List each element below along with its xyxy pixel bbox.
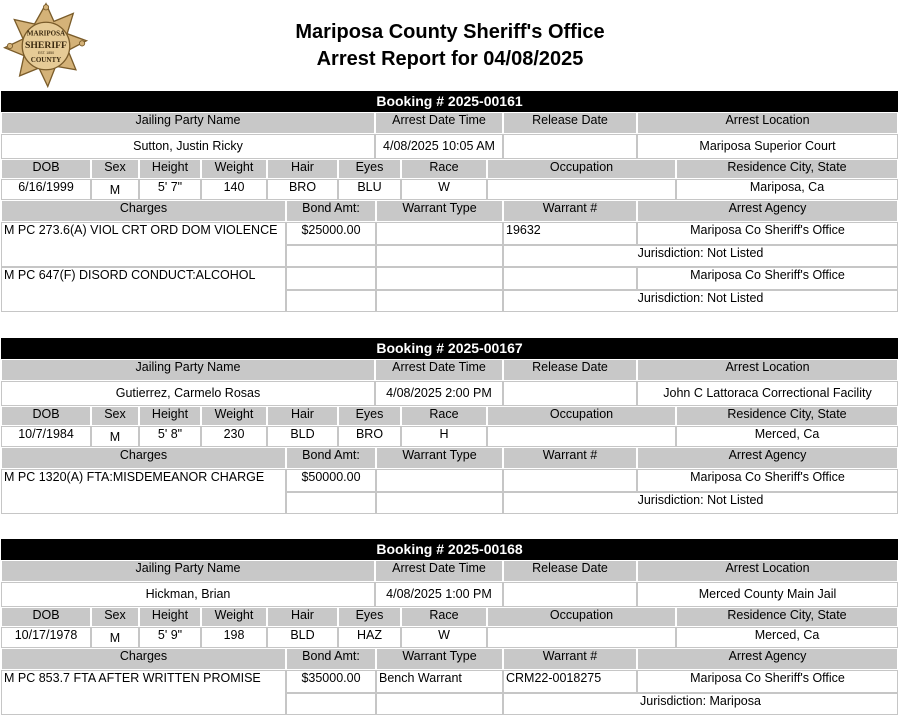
arrest-agency-header: Arrest Agency (637, 447, 898, 469)
residence-header: Residence City, State (676, 607, 898, 627)
residence-value: Merced, Ca (676, 426, 898, 447)
release-date (503, 582, 637, 607)
svg-text:EST. 1850: EST. 1850 (37, 50, 55, 55)
warrant-number (503, 469, 637, 492)
hair-header: Hair (267, 159, 338, 179)
sex-value: M (91, 426, 139, 447)
warrant-type-header: Warrant Type (376, 200, 503, 222)
race-value: H (401, 426, 487, 447)
jailing-party-name: Sutton, Justin Ricky (1, 134, 375, 159)
empty-cell (376, 693, 503, 715)
jailing-party-name: Hickman, Brian (1, 582, 375, 607)
arrest-date-time: 4/08/2025 1:00 PM (375, 582, 503, 607)
charge-description: M PC 273.6(A) VIOL CRT ORD DOM VIOLENCE (1, 222, 286, 267)
warrant-number-header: Warrant # (503, 648, 637, 670)
sheriff-badge-logo (2, 2, 90, 90)
release-date-header: Release Date (503, 560, 637, 582)
booking-header: Booking # 2025-00167 (1, 338, 898, 359)
arrest-agency: Mariposa Co Sheriff's Office (637, 670, 898, 693)
warrant-number: CRM22-0018275 (503, 670, 637, 693)
occupation-header: Occupation (487, 607, 676, 627)
dob-header: DOB (1, 607, 91, 627)
arrest-agency-header: Arrest Agency (637, 648, 898, 670)
jailing-party-name-header: Jailing Party Name (1, 359, 375, 381)
booking-section (1, 338, 898, 507)
empty-cell (376, 492, 503, 514)
charge-description: M PC 647(F) DISORD CONDUCT:ALCOHOL (1, 267, 286, 312)
arrest-location-header: Arrest Location (637, 112, 898, 134)
hair-header: Hair (267, 406, 338, 426)
agency-title: Mariposa County Sheriff's Office (295, 21, 605, 43)
charge-description: M PC 853.7 FTA AFTER WRITTEN PROMISE (1, 670, 286, 715)
warrant-type-header: Warrant Type (376, 447, 503, 469)
dob-value: 10/7/1984 (1, 426, 91, 447)
charges-header: Charges (1, 200, 286, 222)
dob-value: 6/16/1999 (1, 179, 91, 200)
empty-cell (286, 245, 376, 267)
occupation-value (487, 627, 676, 648)
charges-header: Charges (1, 648, 286, 670)
arrest-agency: Mariposa Co Sheriff's Office (637, 267, 898, 290)
release-date (503, 381, 637, 406)
arrest-agency: Mariposa Co Sheriff's Office (637, 469, 898, 492)
hair-header: Hair (267, 607, 338, 627)
race-header: Race (401, 406, 487, 426)
sex-value: M (91, 627, 139, 648)
occupation-value (487, 426, 676, 447)
release-date (503, 134, 637, 159)
report-title: Arrest Report for 04/08/2025 (316, 48, 584, 70)
height-value: 5' 7" (139, 179, 201, 200)
height-value: 5' 9" (139, 627, 201, 648)
empty-cell (286, 693, 376, 715)
arrest-location: John C Lattoraca Correctional Facility (637, 381, 898, 406)
jurisdiction: Jurisdiction: Not Listed (503, 290, 898, 312)
residence-header: Residence City, State (676, 159, 898, 179)
occupation-header: Occupation (487, 159, 676, 179)
dob-header: DOB (1, 406, 91, 426)
arrest-date-time-header: Arrest Date Time (375, 560, 503, 582)
arrest-location-header: Arrest Location (637, 560, 898, 582)
arrest-date-time: 4/08/2025 2:00 PM (375, 381, 503, 406)
jurisdiction: Jurisdiction: Not Listed (503, 492, 898, 514)
weight-value: 198 (201, 627, 267, 648)
race-header: Race (401, 607, 487, 627)
arrest-location: Merced County Main Jail (637, 582, 898, 607)
jailing-party-name-header: Jailing Party Name (1, 560, 375, 582)
hair-value: BLD (267, 627, 338, 648)
weight-header: Weight (201, 159, 267, 179)
booking-header: Booking # 2025-00161 (1, 91, 898, 112)
residence-value: Mariposa, Ca (676, 179, 898, 200)
eyes-header: Eyes (338, 159, 401, 179)
empty-cell (376, 290, 503, 312)
race-value: W (401, 179, 487, 200)
warrant-type (376, 222, 503, 245)
eyes-value: BLU (338, 179, 401, 200)
arrest-date-time-header: Arrest Date Time (375, 112, 503, 134)
charge-description: M PC 1320(A) FTA:MISDEMEANOR CHARGE (1, 469, 286, 514)
bond-amount-header: Bond Amt: (286, 648, 376, 670)
svg-text:MARIPOSA: MARIPOSA (26, 29, 66, 38)
bond-amount: $25000.00 (286, 222, 376, 245)
arrest-agency-header: Arrest Agency (637, 200, 898, 222)
arrest-location-header: Arrest Location (637, 359, 898, 381)
arrest-agency: Mariposa Co Sheriff's Office (637, 222, 898, 245)
bond-amount-header: Bond Amt: (286, 447, 376, 469)
height-header: Height (139, 607, 201, 627)
sex-value: M (91, 179, 139, 200)
eyes-value: BRO (338, 426, 401, 447)
bond-amount: $50000.00 (286, 469, 376, 492)
race-header: Race (401, 159, 487, 179)
warrant-type (376, 267, 503, 290)
warrant-number-header: Warrant # (503, 200, 637, 222)
booking-section (1, 91, 898, 305)
eyes-value: HAZ (338, 627, 401, 648)
eyes-header: Eyes (338, 607, 401, 627)
arrest-date-time-header: Arrest Date Time (375, 359, 503, 381)
occupation-value (487, 179, 676, 200)
weight-value: 230 (201, 426, 267, 447)
empty-cell (286, 492, 376, 514)
warrant-type (376, 469, 503, 492)
jailing-party-name-header: Jailing Party Name (1, 112, 375, 134)
booking-section (1, 539, 898, 708)
weight-header: Weight (201, 406, 267, 426)
sex-header: Sex (91, 406, 139, 426)
hair-value: BLD (267, 426, 338, 447)
charges-header: Charges (1, 447, 286, 469)
warrant-number: 19632 (503, 222, 637, 245)
booking-header: Booking # 2025-00168 (1, 539, 898, 560)
warrant-number-header: Warrant # (503, 447, 637, 469)
empty-cell (376, 245, 503, 267)
residence-header: Residence City, State (676, 406, 898, 426)
occupation-header: Occupation (487, 406, 676, 426)
warrant-type: Bench Warrant (376, 670, 503, 693)
residence-value: Merced, Ca (676, 627, 898, 648)
height-value: 5' 8" (139, 426, 201, 447)
warrant-type-header: Warrant Type (376, 648, 503, 670)
eyes-header: Eyes (338, 406, 401, 426)
height-header: Height (139, 159, 201, 179)
bond-amount-header: Bond Amt: (286, 200, 376, 222)
warrant-number (503, 267, 637, 290)
bond-amount: $35000.00 (286, 670, 376, 693)
jurisdiction: Jurisdiction: Mariposa (503, 693, 898, 715)
dob-value: 10/17/1978 (1, 627, 91, 648)
bond-amount (286, 267, 376, 290)
jurisdiction: Jurisdiction: Not Listed (503, 245, 898, 267)
release-date-header: Release Date (503, 112, 637, 134)
release-date-header: Release Date (503, 359, 637, 381)
race-value: W (401, 627, 487, 648)
empty-cell (286, 290, 376, 312)
arrest-location: Mariposa Superior Court (637, 134, 898, 159)
hair-value: BRO (267, 179, 338, 200)
weight-value: 140 (201, 179, 267, 200)
weight-header: Weight (201, 607, 267, 627)
svg-text:SHERIFF: SHERIFF (25, 39, 67, 51)
sex-header: Sex (91, 159, 139, 179)
height-header: Height (139, 406, 201, 426)
arrest-date-time: 4/08/2025 10:05 AM (375, 134, 503, 159)
dob-header: DOB (1, 159, 91, 179)
jailing-party-name: Gutierrez, Carmelo Rosas (1, 381, 375, 406)
svg-text:COUNTY: COUNTY (30, 55, 62, 64)
sex-header: Sex (91, 607, 139, 627)
